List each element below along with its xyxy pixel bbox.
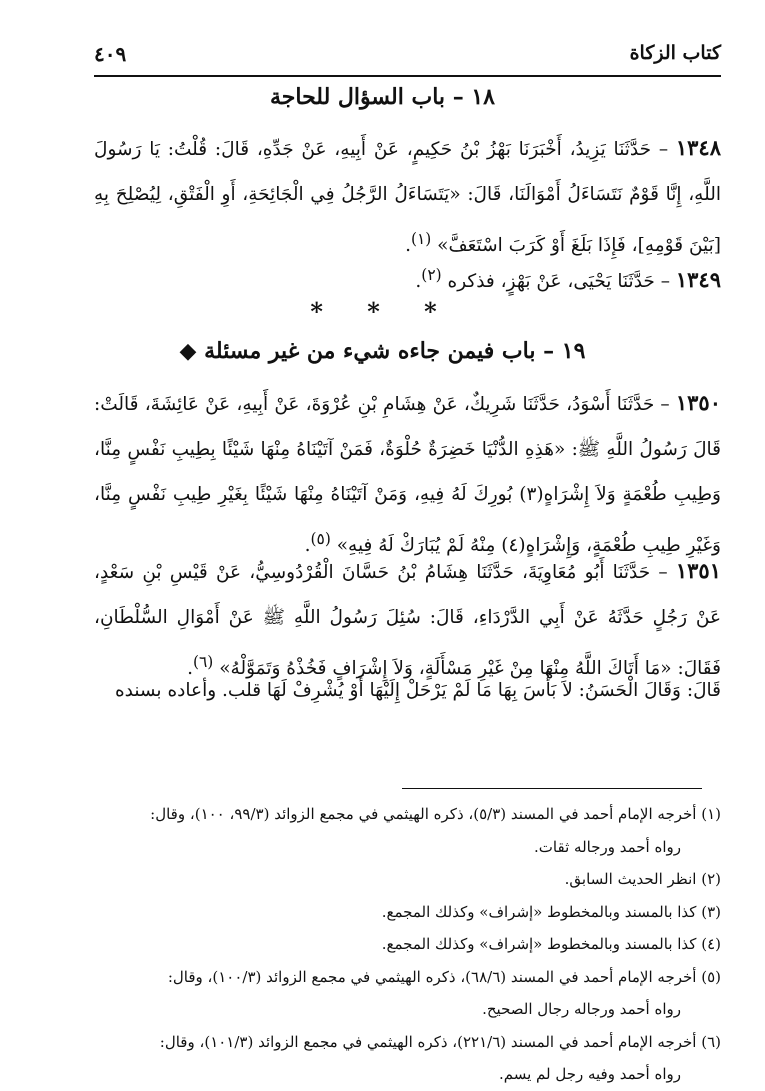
footnote-4: (٤) كذا بالمسند وبالمخطوط «إشراف» وكذلك المجمع. — [381, 935, 721, 953]
chapter-title-19: ١٩ – باب فيمن جاءه شيء من غير مسئلة ◆ — [179, 338, 586, 364]
closing-text: قَالَ: وَقَالَ الْحَسَنُ: لاَ بَأْسَ بِهَا مَا لَمْ يَرْحَلْ إِلَيْهَا أَوْ يُشْرِفْ لَهَا قلب. وأعاده بسنده — [114, 680, 721, 701]
footnotes — [94, 798, 721, 1091]
footnote-5-continued: رواه أحمد ورجاله رجال الصحيح. — [482, 1000, 681, 1018]
footnote-ref: (١) — [410, 230, 432, 248]
footnote-ref: (٢) — [421, 266, 442, 284]
hadith-1349: ١٣٤٩ – حَدَّثَنَا يَحْيَى، عَنْ بَهْزٍ، فذكره $^{(٢)}$. — [415, 266, 721, 293]
section-separator-stars: * * * — [310, 297, 455, 326]
footnote-6-continued: رواه أحمد وفيه رجل لم يسم. — [498, 1065, 681, 1083]
hadith-text: – حَدَّثَنَا أَبُو مُعَاوِيَةَ، حَدَّثَنَا هِشَامُ بْنُ حَسَّانَ الْقُرْدُوسِيُّ، عَنْ قَيْسِ بْنِ سَعْدٍ، عَنْ رَجُلٍ حَدَّثَهُ عَنْ أَبِي الدَّرْدَاءِ، قَالَ: سُئِلَ رَسُولُ اللَّهِ ﷺ عَنْ أَمْوَالِ السُّلْطَانِ، فَقَالَ: «مَا أَتَاكَ اللَّهُ مِنْهَا مِنْ غَيْرِ مَسْأَلَةٍ، وَلاَ إِشْرَافٍ فَخُذْهُ وَتَمَوَّلْهُ» — [94, 562, 721, 680]
hadith-1348: ١٣٤٨ – حَدَّثَنَا يَزِيدُ، أَخْبَرَنَا بَهْزُ بْنُ حَكِيمٍ، عَنْ أَبِيهِ، عَنْ جَدِّهِ، قَالَ: قُلْتُ: يَا رَسُولَ اللَّهِ، إِنَّا قَوْمٌ نَتَسَاءَلُ أَمْوَالَنَا، قَالَ: «يَتَسَاءَلُ الرَّجُلُ فِي الْجَائِحَةِ، أَوِ الْفَتْقِ، لِيُصْلِحَ بِهِ [بَيْنَ قَوْمِهِ]، فَإِذَا بَلَغَ أَوْ كَرَبَ اسْتَعَفَّ» $^{(١)}$. — [94, 135, 721, 257]
hadith-number: ١٣٥١ — [675, 558, 721, 583]
footnote-2: (٢) انظر الحديث السابق. — [564, 870, 721, 888]
footnote-1: (١) أخرجه الإمام أحمد في المسند (٥/٣)، ذكره الهيثمي في مجمع الزوائد (٩٩/٣، ١٠٠)، وقال: — [150, 805, 721, 823]
footnote-ref: (٥) — [310, 530, 331, 548]
hadith-text: – حَدَّثَنَا أَسْوَدُ، حَدَّثَنَا شَرِيكٌ، عَنْ هِشَامِ بْنِ عُرْوَةَ، عَنْ أَبِيهِ، عَنْ عَائِشَةَ، قَالَتْ: قَالَ رَسُولُ اللَّهِ ﷺ: «هَذِهِ الدُّنْيَا خَضِرَةٌ حُلْوَةٌ، فَمَنْ آتَيْنَاهُ مِنْهَا شَيْئًا بِطِيبِ نَفْسٍ مِنَّا، وَطِيبِ طُعْمَةٍ وَلاَ إِشْرَاهٍ(٣) بُورِكَ لَهُ فِيهِ، وَمَنْ آتَيْنَاهُ مِنْهَا شَيْئًا بِغَيْرِ طِيبِ نَفْسٍ مِنَّا، وَغَيْرِ طِيبِ طُعْمَةٍ، وَإِشْرَاهٍ(٤) مِنْهُ لَمْ يُبَارَكْ لَهُ فِيهِ» — [94, 394, 721, 557]
running-header-book-title: كتاب الزكاة — [629, 42, 721, 64]
header-rule — [94, 75, 721, 77]
hadith-1350: ١٣٥٠ – حَدَّثَنَا أَسْوَدُ، حَدَّثَنَا شَرِيكٌ، عَنْ هِشَامِ بْنِ عُرْوَةَ، عَنْ أَبِيهِ، عَنْ عَائِشَةَ، قَالَتْ: قَالَ رَسُولُ اللَّهِ ﷺ: «هَذِهِ الدُّنْيَا خَضِرَةٌ حُلْوَةٌ، فَمَنْ آتَيْنَاهُ مِنْهَا شَيْئًا بِطِيبِ نَفْسٍ مِنَّا، وَطِيبِ طُعْمَةٍ وَلاَ إِشْرَاهٍ(٣) بُورِكَ لَهُ فِيهِ، وَمَنْ آتَيْنَاهُ مِنْهَا شَيْئًا بِغَيْرِ طِيبِ نَفْسٍ مِنَّا، وَغَيْرِ طِيبِ طُعْمَةٍ، وَإِشْرَاهٍ(٤) مِنْهُ لَمْ يُبَارَكْ لَهُ فِيهِ» $^{(٥)}$. — [94, 390, 721, 557]
footnote-3: (٣) كذا بالمسند وبالمخطوط «إشراف» وكذلك المجمع. — [381, 902, 721, 921]
chapter-title-18: ١٨ – باب السؤال للحاجة — [269, 84, 495, 110]
footnote-1-continued: رواه أحمد ورجاله ثقات. — [534, 837, 681, 856]
page-number: ٤٠٩ — [94, 42, 127, 66]
hadith-text: – حَدَّثَنَا يَحْيَى، عَنْ بَهْزٍ، فذكره — [447, 271, 670, 293]
hadith-number: ١٣٤٩ — [675, 267, 721, 293]
footnote-rule — [402, 788, 702, 789]
footnote-5: (٥) أخرجه الإمام أحمد في المسند (٦٨/٦)، ذكره الهيثمي في مجمع الزوائد (١٠٠/٣)، وقال: — [167, 967, 721, 986]
hadith-1351: ١٣٥١ – حَدَّثَنَا أَبُو مُعَاوِيَةَ، حَدَّثَنَا هِشَامُ بْنُ حَسَّانَ الْقُرْدُوسِيُّ، عَنْ قَيْسِ بْنِ سَعْدٍ، عَنْ رَجُلٍ حَدَّثَهُ عَنْ أَبِي الدَّرْدَاءِ، قَالَ: سُئِلَ رَسُولُ اللَّهِ ﷺ عَنْ أَمْوَالِ السُّلْطَانِ، فَقَالَ: «مَا أَتَاكَ اللَّهُ مِنْهَا مِنْ غَيْرِ مَسْأَلَةٍ، وَلاَ إِشْرَافٍ فَخُذْهُ وَتَمَوَّلْهُ» $^{(٦)}$. — [94, 558, 721, 680]
footnote-6: (٦) أخرجه الإمام أحمد في المسند (٢٢١/٦)، ذكره الهيثمي في مجمع الزوائد (١٠١/٣)، وقال: — [159, 1032, 721, 1051]
hadith-text: – حَدَّثَنَا يَزِيدُ، أَخْبَرَنَا بَهْزُ بْنُ حَكِيمٍ، عَنْ أَبِيهِ، عَنْ جَدِّهِ، قَالَ: قُلْتُ: يَا رَسُولَ اللَّهِ، إِنَّا قَوْمٌ نَتَسَاءَلُ أَمْوَالَنَا، قَالَ: «يَتَسَاءَلُ الرَّجُلُ فِي الْجَائِحَةِ، أَوِ الْفَتْقِ، لِيُصْلِحَ بِهِ [بَيْنَ قَوْمِهِ]، فَإِذَا بَلَغَ أَوْ كَرَبَ اسْتَعَفَّ» — [94, 139, 721, 257]
hadith-number: ١٣٤٨ — [675, 135, 721, 160]
footnote-ref: (٦) — [193, 653, 214, 671]
hadith-number: ١٣٥٠ — [675, 390, 721, 415]
